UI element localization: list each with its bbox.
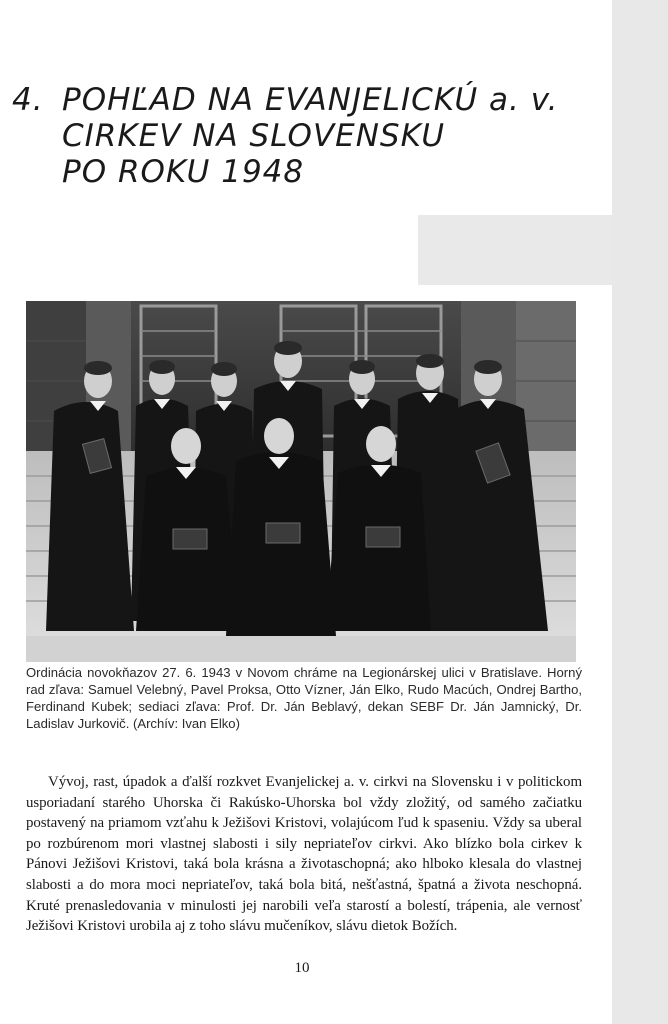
- body-paragraph: Vývoj, rast, úpadok a ďalší rozkvet Evanjelickej a. v. cirkvi na Slovensku i v politickom usporiadaní starého Uhorska či Rakúsko-Uhorska bol vždy zložitý, od samého začiatku postavený na priamom vzťahu k Ježišovi Kristovi, volajúcom ľud k spaseniu. Vždy sa uberal po rozbúrenom mori vlastnej slabosti i sily nepriateľov cirkvi. Ako blízko bola cirkev k Pánovi Ježišovi Kristovi, taká bola krásna a životaschopná; ako hlboko klesala do vlastnej slabosti a do mora moci nepriateľov, taká bola bitá, nešťastná, špatná a života neschopná. Kruté prenasledovania v minulosti jej narobili veľa starostí a bolestí, trápenia, ale vernosť Ježišovi Kristovi urobila aj z toho slávu mučeníkov, slávu dietok Božích.: [26, 774, 582, 935]
- chapter-title-line-3: PO ROKU 1948: [62, 154, 305, 190]
- chapter-title-line-1: POHĽAD NA EVANJELICKÚ a. v.: [62, 82, 559, 118]
- chapter-number: 4.: [12, 82, 44, 118]
- group-photo-image: [26, 301, 576, 662]
- chapter-title-line-2: CIRKEV NA SLOVENSKU: [62, 118, 446, 154]
- page-edge-tab: [418, 215, 612, 285]
- page-edge-strip: [612, 0, 668, 1024]
- page-number: 10: [294, 960, 310, 976]
- group-photo: [26, 301, 576, 662]
- photo-caption: Ordinácia novokňazov 27. 6. 1943 v Novom chráme na Legionárskej ulici v Bratislave. Horný rad zľava: Samuel Velebný, Pavel Proksa, Otto Vízner, Ján Elko, Rudo Macúch, Ondrej Bartho, Ferdinand Kubek; sediaci zľava: Prof. Dr. Ján Beblavý, dekan SEBF Dr. Ján Jamnický, Dr. Ladislav Jurkovič. (Archív: Ivan Elko): [26, 665, 582, 731]
